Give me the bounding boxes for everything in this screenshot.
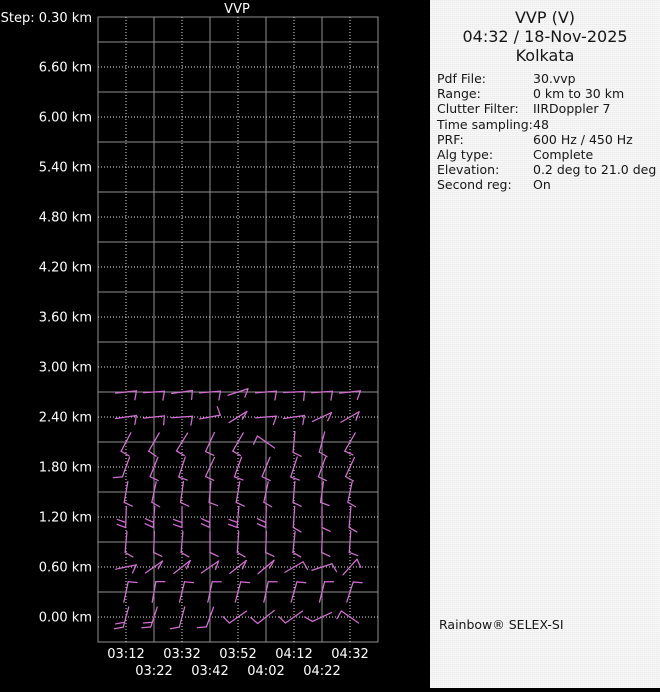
wind-barb — [293, 432, 301, 457]
wind-barb — [237, 532, 245, 557]
barb-feather — [210, 553, 218, 557]
wind-barb — [113, 457, 129, 478]
barb-feather — [128, 582, 137, 583]
wind-barb — [343, 559, 361, 575]
param-label: Pdf File: — [437, 71, 486, 86]
wind-barb — [179, 457, 187, 480]
param-value: On — [533, 177, 551, 193]
wind-barb — [114, 607, 128, 629]
info-panel — [430, 0, 660, 688]
wind-barb — [234, 457, 242, 480]
barb-feather — [293, 502, 301, 506]
panel-site: Kolkata — [515, 46, 575, 65]
wind-barb — [293, 507, 301, 532]
param-value: 0 km to 30 km — [533, 86, 625, 102]
barb-staff — [312, 391, 333, 392]
barb-feather — [163, 391, 165, 400]
barb-staff — [116, 416, 137, 419]
param-value: 48 — [533, 116, 549, 132]
param-row-clutter-filter — [430, 101, 660, 116]
chart-title: VVP — [224, 2, 250, 17]
barb-feather — [304, 391, 305, 400]
param-label: Time sampling: — [437, 116, 533, 132]
wind-barb — [230, 561, 247, 574]
y-axis-tick-label: 5.40 km — [38, 160, 92, 176]
step-label: Step: 0.30 km — [0, 11, 92, 26]
wind-barb — [322, 507, 330, 532]
wind-barb — [174, 507, 182, 528]
barb-staff — [237, 532, 238, 553]
barb-feather — [229, 524, 237, 527]
barb-feather — [170, 627, 179, 629]
param-row-range — [430, 86, 660, 101]
barb-feather — [279, 617, 285, 623]
barb-feather — [142, 627, 151, 628]
wind-barb — [170, 607, 184, 629]
y-axis-tick-label: 1.20 km — [38, 510, 92, 526]
wind-barb — [312, 564, 336, 572]
wind-barb — [236, 482, 244, 506]
barb-feather — [357, 559, 361, 567]
y-axis-tick-label: 6.60 km — [38, 60, 92, 76]
barb-feather — [258, 519, 266, 523]
y-axis-tick-label: 6.00 km — [38, 110, 92, 126]
param-value: 30.vvp — [533, 71, 576, 86]
x-axis-tick-label: 04:12 — [275, 647, 313, 662]
barb-feather — [114, 627, 123, 629]
barb-staff — [293, 507, 294, 528]
x-axis-tick-label: 03:12 — [107, 647, 145, 662]
barb-feather — [305, 617, 313, 622]
barb-feather — [176, 451, 184, 456]
y-axis-tick-label: 0.00 km — [38, 610, 92, 626]
param-row-pdf-file — [430, 71, 660, 86]
barb-feather — [297, 582, 306, 583]
barb-staff — [154, 532, 155, 553]
wind-barb — [293, 482, 301, 507]
barb-feather — [191, 416, 193, 425]
barb-feather — [293, 527, 301, 532]
barb-staff — [322, 532, 323, 553]
barb-feather — [174, 519, 182, 522]
barb-feather — [202, 519, 210, 523]
y-axis-tick-label: 3.60 km — [38, 310, 92, 326]
barb-feather — [291, 477, 299, 480]
barb-staff — [284, 416, 305, 419]
barb-feather — [154, 552, 162, 556]
barb-feather — [174, 524, 182, 527]
barb-staff — [229, 611, 246, 623]
barb-feather — [349, 552, 357, 555]
param-row-time-sampling — [430, 117, 660, 132]
barb-staff — [266, 532, 267, 553]
barb-feather — [124, 502, 132, 506]
y-axis-tick-label: 3.00 km — [38, 360, 92, 376]
x-axis-tick-label: 04:32 — [331, 647, 369, 662]
y-axis-tick-label: 2.40 km — [38, 410, 92, 426]
barb-staff — [144, 391, 165, 392]
y-axis-tick-label: 1.80 km — [38, 460, 92, 476]
wind-barb — [181, 532, 189, 557]
barb-feather — [201, 524, 209, 528]
barb-feather — [345, 451, 353, 455]
barb-feather — [145, 524, 153, 528]
wind-barb — [319, 432, 327, 457]
param-label: Clutter Filter: — [437, 101, 519, 117]
barb-feather — [331, 391, 333, 400]
wind-barb — [172, 416, 193, 425]
panel-title: VVP (V) — [514, 8, 576, 27]
param-row-alg-type — [430, 147, 660, 162]
param-value: 600 Hz / 450 Hz — [533, 131, 633, 147]
param-label: Elevation: — [437, 162, 500, 178]
y-axis-tick-label: 4.20 km — [38, 260, 92, 276]
y-axis-labels — [39, 61, 92, 626]
barb-feather — [257, 524, 265, 528]
x-axis-tick-label: 03:52 — [219, 647, 257, 662]
param-value: Complete — [533, 147, 594, 163]
panel-datetime: 04:32 / 18-Nov-2025 — [462, 27, 628, 46]
barb-feather — [234, 477, 242, 480]
param-row-elevation — [430, 162, 660, 177]
barb-feather — [117, 519, 125, 522]
param-label: Alg type: — [437, 147, 494, 163]
wind-barb — [210, 532, 218, 557]
barb-feather — [152, 502, 160, 507]
wind-barb — [125, 532, 133, 557]
barb-feather — [236, 502, 244, 506]
barb-staff — [172, 416, 193, 417]
wind-barb — [117, 507, 126, 528]
barb-feather — [264, 502, 272, 507]
x-axis-tick-label: 03:32 — [163, 647, 201, 662]
barb-feather — [145, 519, 153, 523]
param-value: 0.2 deg to 21.0 deg — [533, 162, 657, 178]
wind-barb — [223, 611, 247, 623]
barb-staff — [179, 607, 184, 627]
barb-feather — [346, 477, 354, 482]
barb-feather — [116, 622, 125, 624]
barb-feather — [303, 562, 308, 570]
param-label: Range: — [437, 86, 481, 102]
barb-feather — [143, 622, 152, 623]
x-axis-tick-label: 03:22 — [135, 664, 173, 679]
wind-barb — [349, 507, 357, 532]
parameter-list — [430, 71, 660, 193]
barb-feather — [192, 391, 193, 400]
barb-feather — [273, 416, 276, 424]
wind-barb — [348, 482, 356, 507]
param-row-prf — [430, 132, 660, 147]
x-axis-labels — [107, 647, 368, 679]
barb-feather — [117, 524, 125, 527]
barb-staff — [349, 532, 350, 553]
wind-barb — [154, 532, 162, 557]
barb-feather — [337, 611, 342, 619]
barb-feather — [113, 477, 122, 478]
barb-feather — [135, 416, 137, 425]
wind-barb — [291, 457, 299, 480]
x-axis-tick-label: 04:02 — [247, 664, 285, 679]
y-axis-tick-label: 4.80 km — [38, 210, 92, 226]
wind-barb — [264, 482, 272, 507]
barb-staff — [123, 607, 128, 627]
barb-feather — [251, 618, 258, 624]
vendor-branding: Rainbow® SELEX-SI — [439, 617, 564, 632]
barb-staff — [153, 507, 154, 528]
param-label: PRF: — [437, 131, 464, 147]
barb-staff — [266, 507, 267, 528]
wind-barb — [293, 532, 301, 557]
barb-feather — [266, 552, 274, 556]
wind-barb — [322, 532, 330, 557]
barb-feather — [223, 617, 229, 623]
wind-barb — [152, 482, 160, 507]
barb-feather — [332, 564, 337, 572]
param-row-second-reg — [430, 177, 660, 192]
barb-feather — [303, 416, 305, 425]
wind-barb — [124, 482, 132, 506]
barb-feather — [149, 451, 156, 456]
param-value: IIRDoppler 7 — [533, 101, 611, 117]
barb-feather — [229, 519, 237, 522]
barb-feather — [121, 451, 129, 456]
barb-feather — [254, 436, 258, 444]
wind-barb — [266, 532, 274, 557]
barb-feather — [164, 416, 165, 425]
barb-feather — [197, 627, 206, 628]
x-axis-tick-label: 03:42 — [191, 664, 229, 679]
param-label: Second reg: — [437, 177, 512, 193]
barb-staff — [210, 507, 211, 528]
barb-feather — [241, 582, 250, 583]
barb-feather — [233, 451, 241, 456]
x-axis-tick-label: 04:22 — [303, 664, 341, 679]
wind-barb — [257, 507, 266, 528]
barb-feather — [179, 477, 187, 480]
barb-feather — [181, 502, 189, 506]
y-axis-tick-label: 0.60 km — [38, 560, 92, 576]
wind-barb — [197, 607, 213, 628]
barb-feather — [322, 528, 330, 532]
barb-feather — [348, 502, 356, 507]
barb-staff — [116, 565, 137, 569]
barb-feather — [217, 407, 220, 415]
barb-feather — [322, 552, 330, 556]
barb-feather — [319, 452, 327, 457]
wind-barb — [349, 532, 357, 556]
barb-feather — [353, 582, 362, 583]
wind-barbs — [113, 389, 362, 629]
barb-staff — [126, 507, 127, 528]
barb-feather — [185, 582, 194, 583]
